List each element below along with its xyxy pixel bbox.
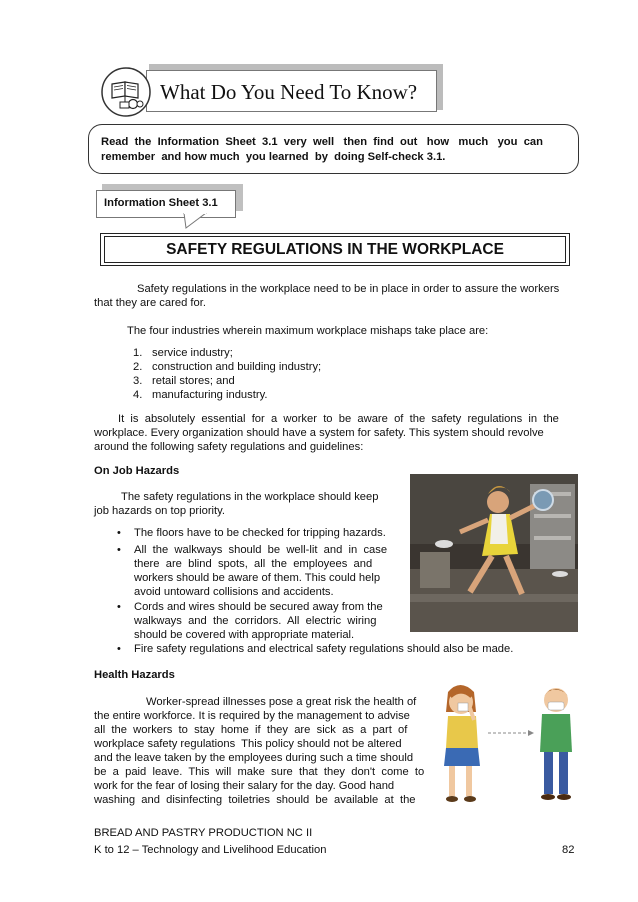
intro-paragraph-3-line-2: workplace. Every organization should have a system for safety. This system should revolve (94, 427, 544, 439)
health-hazards-line: Worker-spread illnesses pose a great risk the health of (146, 696, 417, 708)
list-item-number: 4. (133, 389, 143, 401)
sneezing-illustration (436, 678, 582, 810)
health-hazards-line: the entire workforce. It is required by the management to advise (94, 710, 410, 722)
intro-paragraph-1-line-2: that they are cared for. (94, 297, 206, 309)
instruction-line-2: remember and how much you learned by doing Self-check 3.1. (101, 151, 446, 163)
workplace-slip-photo (410, 474, 578, 632)
list-item-text: retail stores; and (152, 375, 235, 387)
intro-paragraph-1-line-1: Safety regulations in the workplace need to be in place in order to assure the workers (137, 283, 560, 295)
bullet-text: The floors have to be checked for tripping hazards. (134, 527, 386, 539)
bullet-icon: • (117, 527, 121, 539)
tab-pointer (160, 213, 210, 229)
list-item-text: manufacturing industry. (152, 389, 268, 401)
health-hazards-line: all the workers to stay home if they are sick as a part of (94, 724, 408, 736)
job-hazards-paragraph-line-1: The safety regulations in the workplace should keep (121, 491, 379, 503)
intro-paragraph-3-line-3: around the following safety regulations and guidelines: (94, 441, 364, 453)
intro-paragraph-2: The four industries wherein maximum workplace mishaps take place are: (127, 325, 489, 337)
bullet-text: All the walkways should be well-lit and in case (134, 544, 388, 556)
bullet-text: should be covered with appropriate material. (134, 629, 355, 641)
bullet-icon: • (117, 544, 121, 556)
list-item-number: 1. (133, 347, 143, 359)
health-hazards-line: washing and disinfecting toiletries should be available at the (94, 794, 416, 806)
health-hazards-heading: Health Hazards (94, 669, 175, 681)
instruction-line-1: Read the Information Sheet 3.1 very well then find out how much you can (101, 136, 543, 148)
instruction-box (88, 124, 579, 174)
health-hazards-line: workplace safety regulations This policy should not be altered (94, 738, 402, 750)
health-hazards-line: be a paid leave. This will make sure that they don't come to (94, 766, 425, 778)
footer-program: K to 12 – Technology and Livelihood Education (94, 844, 327, 856)
section-title: SAFETY REGULATIONS IN THE WORKPLACE (166, 241, 504, 258)
intro-paragraph-3-line-1: It is absolutely essential for a worker to be aware of the safety regulations in the (118, 413, 559, 425)
header-title: What Do You Need To Know? (160, 80, 418, 104)
list-item-number: 3. (133, 375, 143, 387)
page-number: 82 (562, 844, 575, 856)
bullet-text: workers should be aware of them. This could help (134, 572, 381, 584)
health-hazards-line: and the leave taken by the employees during such a time should (94, 752, 414, 764)
job-hazards-heading: On Job Hazards (94, 465, 180, 477)
list-item-text: service industry; (152, 347, 233, 359)
bullet-text: walkways and the corridors. All electric wiring (134, 615, 377, 627)
list-item-text: construction and building industry; (152, 361, 322, 373)
footer-course-title: BREAD AND PASTRY PRODUCTION NC II (94, 827, 313, 839)
list-item-number: 2. (133, 361, 143, 373)
bullet-icon: • (117, 643, 121, 655)
job-hazards-paragraph-line-2: job hazards on top priority. (94, 505, 226, 517)
bullet-text: avoid untoward collisions and accidents. (134, 586, 334, 598)
bullet-icon: • (117, 601, 121, 613)
bullet-text: there are blind spots, all the employees and (134, 558, 373, 570)
bullet-text: Cords and wires should be secured away from the (134, 601, 383, 613)
info-sheet-label: Information Sheet 3.1 (104, 197, 218, 209)
bullet-text: Fire safety regulations and electrical safety regulations should also be made. (134, 643, 514, 655)
book-lightbulb-icon (100, 66, 152, 118)
health-hazards-line: work for the fear of losing their salary for the day. Good hand (94, 780, 395, 792)
